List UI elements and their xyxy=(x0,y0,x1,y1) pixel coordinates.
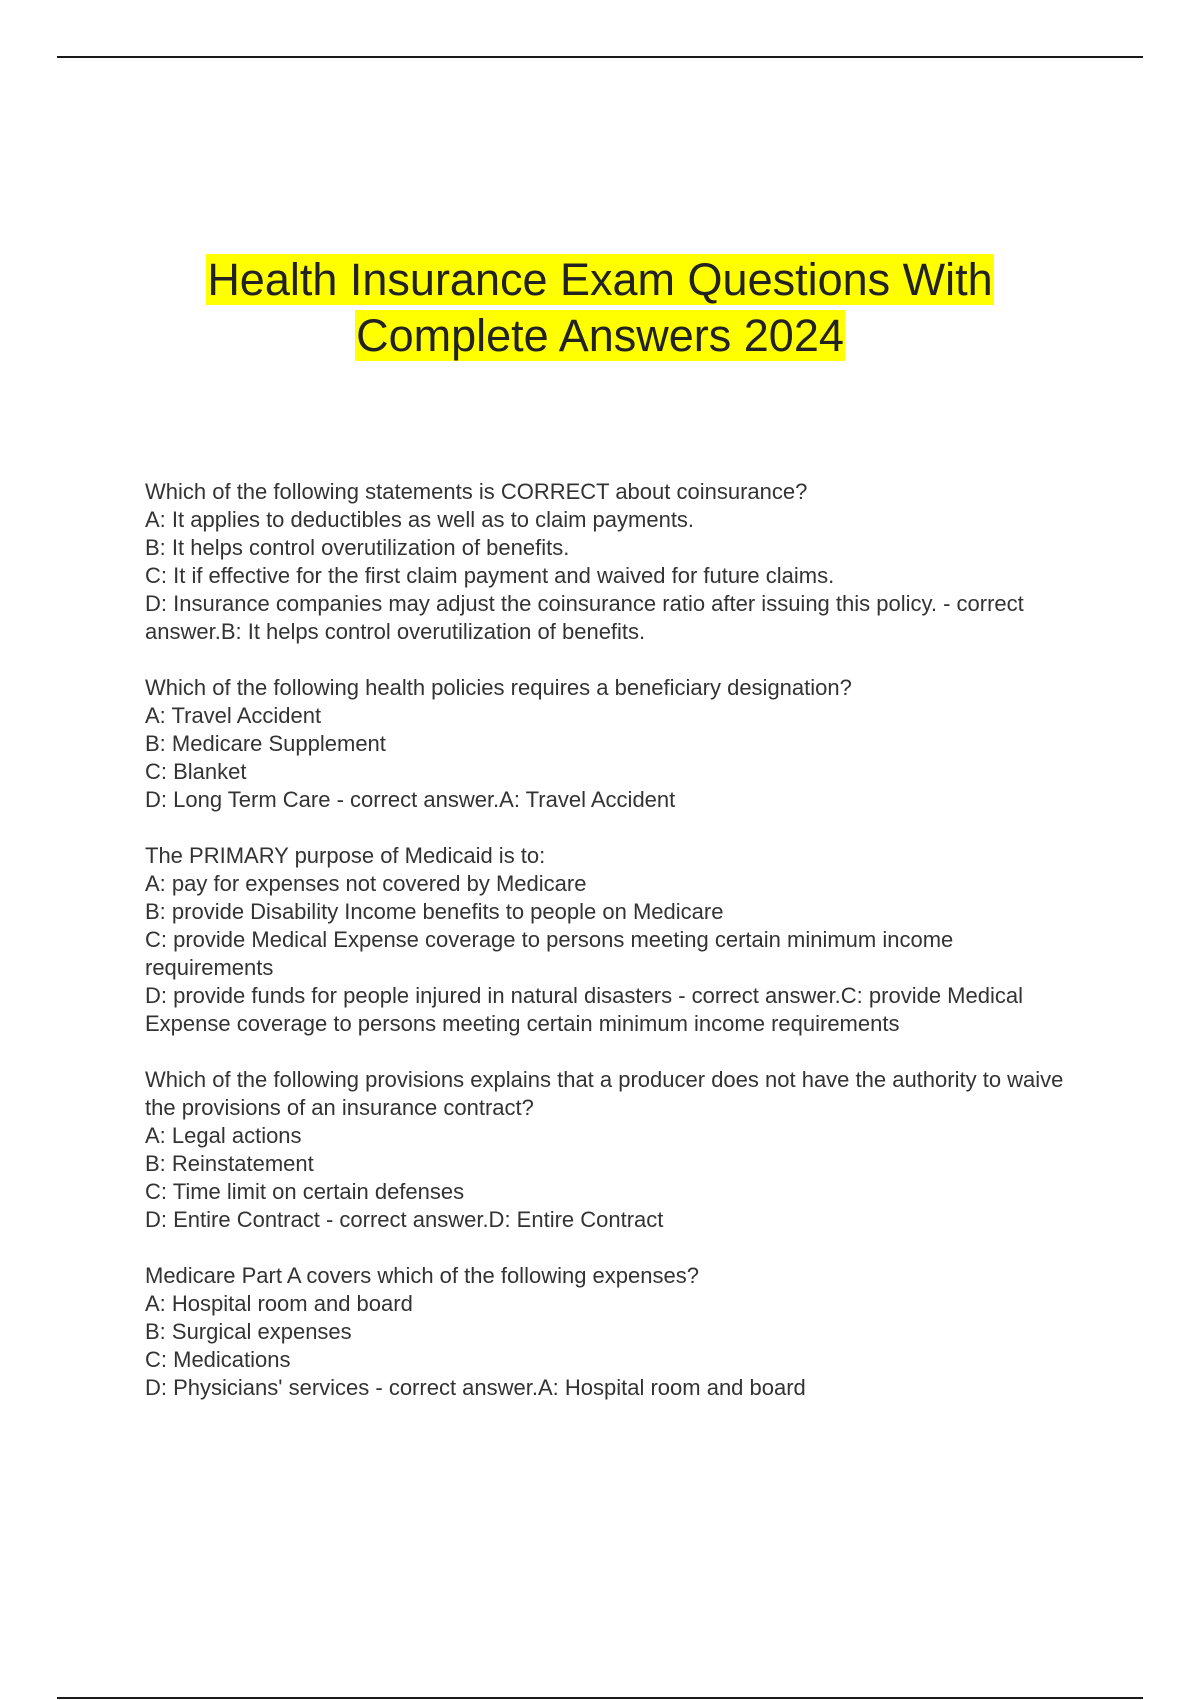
option-b: B: Surgical expenses xyxy=(145,1319,352,1344)
question-text: Which of the following statements is CORRECT about coinsurance? xyxy=(145,479,808,504)
option-d-with-answer: D: Entire Contract - correct answer.D: Entire Contract xyxy=(145,1207,664,1232)
question-text: Which of the following provisions explains that a producer does not have the authority to waive the provisions of an insurance contract? xyxy=(145,1067,1064,1120)
question-block xyxy=(145,674,1085,814)
option-d-with-answer: D: Insurance companies may adjust the coinsurance ratio after issuing this policy. - correct answer.B: It helps control overutilization of benefits. xyxy=(145,591,1024,644)
question-text: Medicare Part A covers which of the following expenses? xyxy=(145,1263,699,1288)
option-a: A: It applies to deductibles as well as to claim payments. xyxy=(145,507,695,532)
option-d-with-answer: D: Physicians' services - correct answer.A: Hospital room and board xyxy=(145,1375,806,1400)
questions-list xyxy=(145,478,1085,1430)
option-c: C: It if effective for the first claim payment and waived for future claims. xyxy=(145,563,835,588)
option-a: A: Hospital room and board xyxy=(145,1291,413,1316)
option-c: C: Medications xyxy=(145,1347,291,1372)
option-a: A: Legal actions xyxy=(145,1123,302,1148)
document-title xyxy=(0,252,1200,364)
option-d-with-answer: D: provide funds for people injured in natural disasters - correct answer.C: provide Medical Expense coverage to persons meeting certain minimum income requirements xyxy=(145,983,1023,1036)
question-text: The PRIMARY purpose of Medicaid is to: xyxy=(145,843,546,868)
option-c: C: provide Medical Expense coverage to persons meeting certain minimum income requirements xyxy=(145,927,954,980)
question-text: Which of the following health policies requires a beneficiary designation? xyxy=(145,675,852,700)
question-block xyxy=(145,1066,1085,1234)
question-block xyxy=(145,842,1085,1038)
top-rule xyxy=(57,56,1143,58)
option-b: B: provide Disability Income benefits to people on Medicare xyxy=(145,899,724,924)
option-b: B: Medicare Supplement xyxy=(145,731,386,756)
question-block xyxy=(145,1262,1085,1402)
option-c: C: Blanket xyxy=(145,759,247,784)
option-b: B: Reinstatement xyxy=(145,1151,314,1176)
option-a: A: Travel Accident xyxy=(145,703,322,728)
title-line-1: Health Insurance Exam Questions With xyxy=(207,254,993,305)
option-c: C: Time limit on certain defenses xyxy=(145,1179,465,1204)
option-a: A: pay for expenses not covered by Medicare xyxy=(145,871,587,896)
title-line-2: Complete Answers 2024 xyxy=(356,310,844,361)
option-b: B: It helps control overutilization of benefits. xyxy=(145,535,570,560)
question-block xyxy=(145,478,1085,646)
bottom-rule xyxy=(57,1697,1143,1699)
option-d-with-answer: D: Long Term Care - correct answer.A: Travel Accident xyxy=(145,787,676,812)
